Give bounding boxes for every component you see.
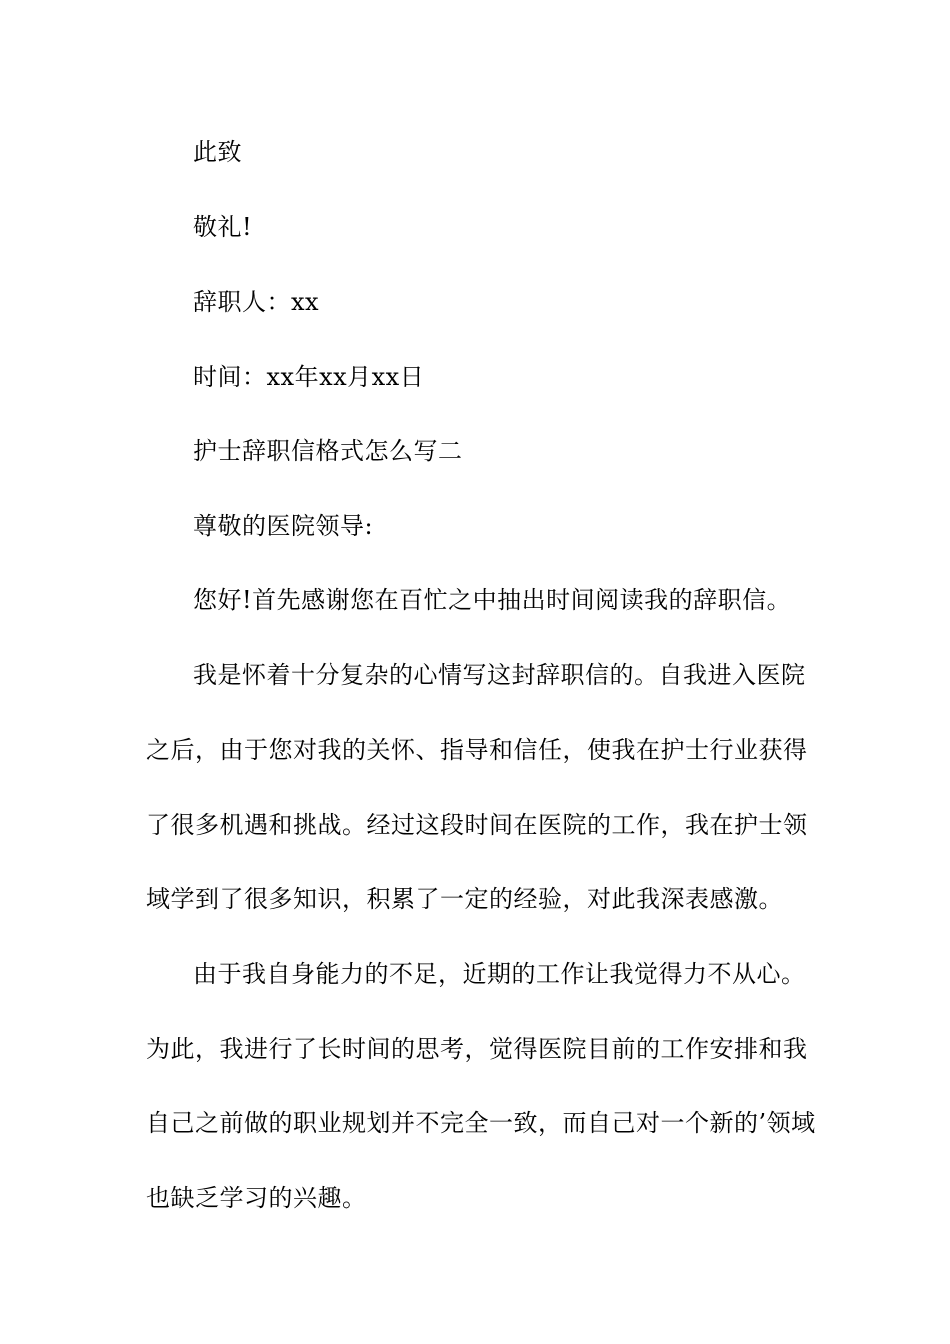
greeting-line: 尊敬的医院领导: [193, 512, 374, 540]
date-line: 时间：xx年xx月xx日 [193, 363, 425, 391]
paragraph-line: 自己之前做的职业规划并不完全一致，而自己对一个新的’领域 [146, 1109, 816, 1137]
section-heading: 护士辞职信格式怎么写二 [193, 437, 463, 465]
signer-line: 辞职人：xx [193, 288, 320, 316]
paragraph-line: 之后，由于您对我的关怀、指导和信任，使我在护士行业获得 [146, 736, 808, 764]
paragraph-line: 了很多机遇和挑战。经过这段时间在医院的工作，我在护士领 [146, 811, 808, 839]
closing-line: 此致 [193, 138, 242, 166]
paragraph-line: 由于我自身能力的不足，近期的工作让我觉得力不从心。 [193, 960, 806, 988]
salutation-line: 敬礼! [193, 213, 253, 241]
paragraph-line: 我是怀着十分复杂的心情写这封辞职信的。自我进入医院 [193, 661, 806, 689]
paragraph-line: 为此，我进行了长时间的思考，觉得医院目前的工作安排和我 [146, 1035, 808, 1063]
paragraph-line: 您好!首先感谢您在百忙之中抽出时间阅读我的辞职信。 [193, 586, 792, 614]
paragraph-line: 也缺乏学习的兴趣。 [146, 1184, 367, 1212]
paragraph-line: 域学到了很多知识，积累了一定的经验，对此我深表感激。 [146, 885, 783, 913]
